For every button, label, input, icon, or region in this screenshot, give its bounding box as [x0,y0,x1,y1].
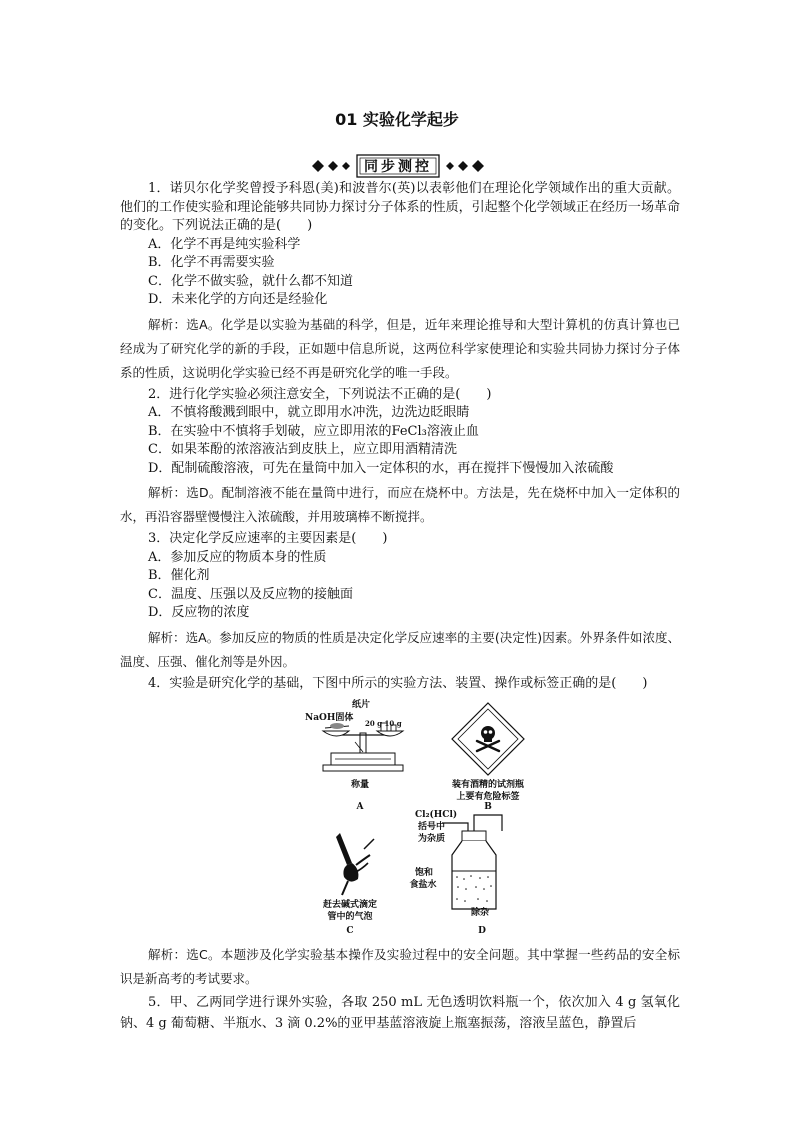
question-3-option-a: A．参加反应的物质本身的性质 [148,549,327,565]
question-1-option-d: D．未来化学的方向还是经验化 [148,292,328,307]
balance-naoh-label: NaOH固体 [305,713,354,723]
question-2-analysis: 解析：选D。配制溶液不能在量筒中进行，而应在烧杯中。方法是，先在烧杯中加入一定体积的水，再沿容器壁慢慢注入浓硫酸，并用玻璃棒不断搅拌。 [120,485,680,524]
banner-title: 同步测控 [364,159,432,175]
question-4-analysis: 解析：选C。本题涉及化学实验基本操作及实验过程中的安全问题。其中掌握一些药品的安全标识是新高考的考试要求。 [120,947,680,986]
bottle-note-2: 为杂质 [418,834,446,844]
bottle-gas-label: Cl₂(HCl) [415,810,458,820]
balance-letter: A [356,802,364,812]
question-1-option-b: B．化学不再需要实验 [148,255,275,270]
question-1-option-a: A．化学不再是纯实验科学 [148,236,301,252]
question-1-option-c: C．化学不做实验，就什么都不知道 [148,273,353,289]
burette-caption-2: 管中的气泡 [327,912,373,922]
question-3-option-d: D．反应物的浓度 [148,605,250,620]
question-1-stem: 1．诺贝尔化学奖曾授予科恩(美)和波普尔(英)以表彰他们在理论化学领域作出的重大贡献。他们的工作使实验和理论能够共同协力探讨分子体系的性质，引起整个化学领域正在经历一场革命的变化。下列说法正确的是( ) [120,181,680,233]
question-5-stem: 5．甲、乙两同学进行课外实验，各取 250 mL 无色透明饮料瓶一个，依次加入 4 g 氢氧化钠、4 g 葡萄糖、半瓶水、3 滴 0.2%的亚甲基蓝溶液旋上瓶塞振荡，溶液呈蓝色，静置后 [120,995,680,1031]
question-3-option-c: C．温度、压强以及反应物的接触面 [148,586,353,602]
question-1-analysis: 解析：选A。化学是以实验为基础的科学，但是，近年来理论推导和大型计算机的仿真计算也已经成为了研究化学的新的手段，正如题中信息所说，这两位科学家使理论和实验共同协力探讨分子体系的性质，这说明化学实验已经不再是研究化学的唯一手段。 [120,316,680,380]
bottle-label-letter: B [484,802,492,812]
question-4-figure [120,699,680,939]
burette-caption-1: 赶去碱式滴定 [322,900,377,910]
section-banner [310,154,486,178]
question-3-stem: 3．决定化学反应速率的主要因素是( ) [148,531,388,546]
question-2-stem: 2．进行化学实验必须注意安全，下列说法不正确的是( ) [148,386,492,402]
gas-washing-bottle-icon [440,809,520,917]
question-2-option-d: D．配制硫酸溶液，可先在量筒中加入一定体积的水，再在搅拌下慢慢加入浓硫酸 [148,460,614,476]
question-4-stem: 4．实验是研究化学的基础，下图中所示的实验方法、装置、操作或标签正确的是( ) [148,675,648,691]
bottle-caption: 除杂 [470,908,489,918]
page-title: 01 实验化学起步 [335,110,459,129]
question-2-option-a: A．不慎将酸溅到眼中，就立即用水冲洗，边洗边眨眼睛 [148,405,470,420]
question-2-option-c: C．如果苯酚的浓溶液沾到皮肤上，应立即用酒精清洗 [148,442,457,457]
balance-paper-label: 纸片 [352,700,371,710]
bottle-label-caption-2: 上要有危险标签 [456,792,520,802]
question-3-analysis: 解析：选A。参加反应的物质的性质是决定化学反应速率的主要(决定性)因素。外界条件如浓度、温度、压强、催化剂等是外因。 [120,629,680,669]
bottle-solution-2: 食盐水 [409,880,437,890]
burette-letter: C [346,926,354,936]
bottle-label-caption-1: 装有酒精的试剂瓶 [451,780,524,790]
burette-hand-icon [330,829,380,899]
balance-caption: 称量 [350,780,369,790]
content [120,180,680,1034]
poison-hazard-icon [450,701,526,777]
bottle-note-1: 括号中 [418,822,446,832]
bottle-letter: D [478,926,486,936]
question-3-option-b: B．催化剂 [148,568,210,583]
question-2-option-b: B．在实验中不慎将手划破，应立即用浓的FeCl₃溶液止血 [148,423,479,439]
bottle-solution-1: 饱和 [414,868,433,878]
balance-weights-label: 20 g 10 g [365,719,402,728]
